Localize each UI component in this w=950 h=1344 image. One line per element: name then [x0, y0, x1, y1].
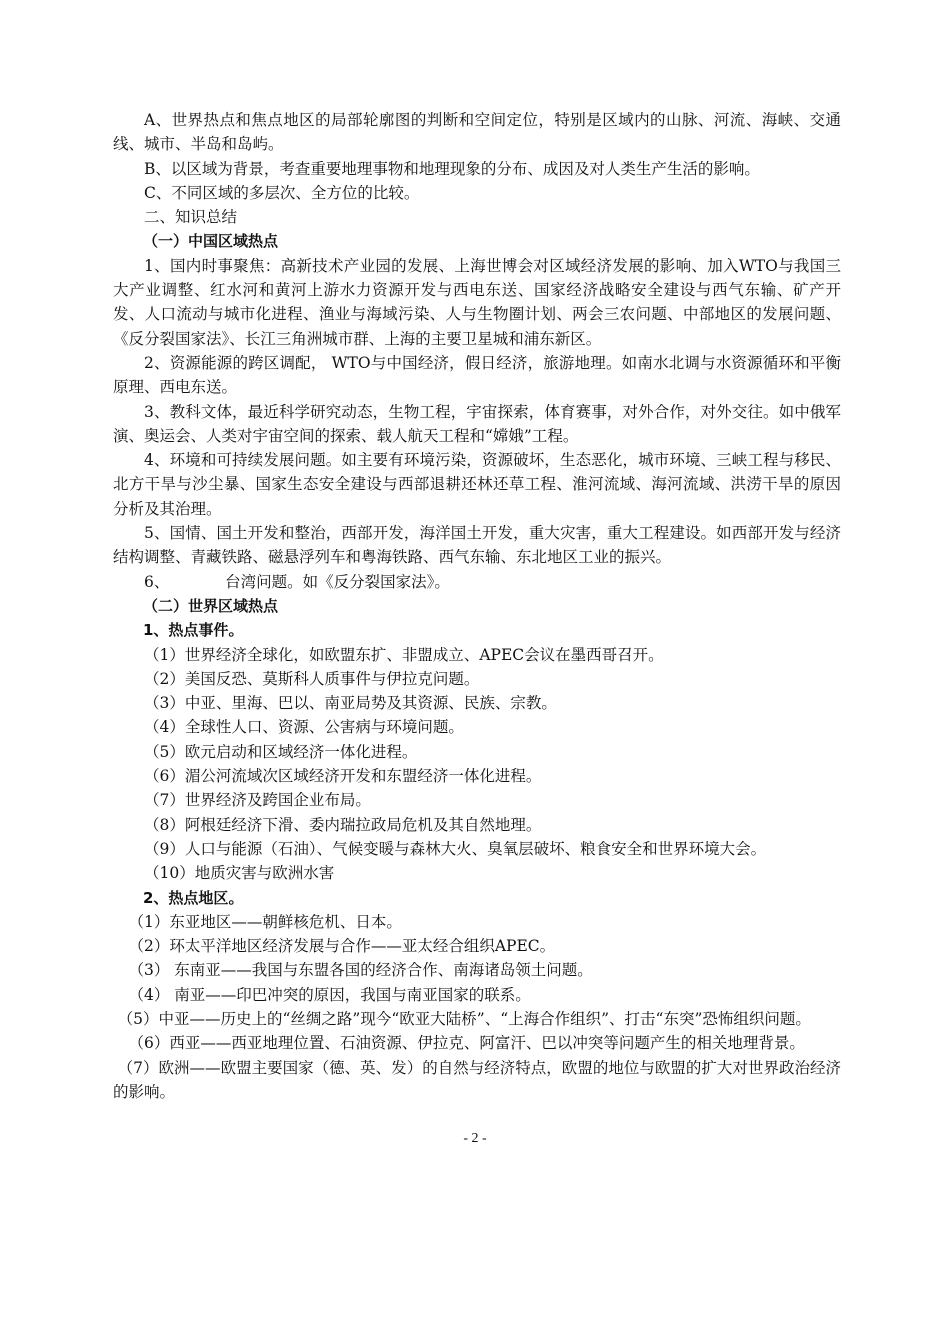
china-item-3: 3、教科文体，最近科学研究动态，生物工程，宇宙探索，体育赛事，对外合作，对外交往。如中俄军演、奥运会、人类对宇宙空间的探索、载人航天工程和“嫦娥”工程。	[113, 402, 841, 445]
subheading-world-hotspots: （二）世界区域热点	[143, 596, 279, 615]
region-item-3: （3） 东南亚——我国与东盟各国的经济合作、南海诸岛领土问题。	[128, 961, 593, 980]
region-item-6: （6）西亚——西亚地理位置、石油资源、伊拉克、阿富汗、巴以冲突等问题产生的相关地理背景。	[128, 1034, 805, 1053]
event-item-5: （5）欧元启动和区域经济一体化进程。	[144, 742, 418, 761]
china-item-5: 5、国情、国土开发和整治，西部开发，海洋国土开发，重大灾害，重大工程建设。如西部开发与经济结构调整、青藏铁路、磁悬浮列车和粤海铁路、西气东输、东北地区工业的振兴。	[113, 524, 841, 567]
china-item-6-number: 6、	[144, 572, 170, 591]
document-page	[113, 108, 841, 1104]
subheading-hot-regions: 2、热点地区。	[143, 888, 244, 907]
event-item-10: （10）地质灾害与欧洲水害	[144, 864, 335, 883]
region-item-4: （4） 南亚——印巴冲突的原因，我国与南亚国家的联系。	[128, 985, 531, 1004]
paragraph-a: A、世界热点和焦点地区的局部轮廓图的判断和空间定位，特别是区域内的山脉、河流、海峡、交通线、城市、半岛和岛屿。	[113, 111, 841, 154]
region-item-2: （2）环太平洋地区经济发展与合作——亚太经合组织APEC。	[128, 937, 556, 956]
event-item-4: （4）全球性人口、资源、公害病与环境问题。	[144, 718, 464, 737]
china-item-6	[113, 570, 841, 594]
china-item-6-text: 台湾问题。如《反分裂国家法》。	[225, 572, 450, 591]
page-number: - 2 -	[463, 1131, 487, 1146]
event-item-3: （3）中亚、里海、巴以、南亚局势及其资源、民族、宗教。	[144, 694, 557, 713]
event-item-7: （7）世界经济及跨国企业布局。	[144, 791, 371, 810]
china-item-1: 1、国内时事聚焦：高新技术产业园的发展、上海世博会对区域经济发展的影响、加入WTO与我国三大产业调整、红水河和黄河上游水力资源开发与西电东送、国家经济战略安全建设与西气东输、矿产开发、人口流动与城市化进程、渔业与海域污染、人与生物圈计划、两会三农问题、中部地区的发展问题、《反分裂国家法》、长江三角洲城市群、上海的主要卫星城和浦东新区。	[113, 256, 841, 348]
region-item-7: （7）欧洲——欧盟主要国家（德、英、发）的自然与经济特点，欧盟的地位与欧盟的扩大对世界政治经济的影响。	[113, 1058, 841, 1101]
event-item-2: （2）美国反恐、莫斯科人质事件与伊拉克问题。	[144, 669, 480, 688]
section-heading-knowledge-summary: 二、知识总结	[144, 208, 238, 227]
china-item-4: 4、环境和可持续发展问题。如主要有环境污染，资源破坏，生态恶化，城市环境、三峡工程与移民、北方干旱与沙尘暴、国家生态安全建设与西部退耕还林还草工程、淮河流域、海河流域、洪涝干旱的原因分析及其治理。	[113, 451, 841, 518]
subheading-hot-events: 1、热点事件。	[143, 621, 244, 640]
region-item-1: （1）东亚地区——朝鲜核危机、日本。	[128, 912, 402, 931]
event-item-8: （8）阿根廷经济下滑、委内瑞拉政局危机及其自然地理。	[144, 815, 542, 834]
paragraph-c: C、不同区域的多层次、全方位的比较。	[144, 183, 420, 202]
paragraph-b: B、以区域为背景，考查重要地理事物和地理现象的分布、成因及对人类生产生活的影响。	[144, 159, 760, 178]
event-item-1: （1）世界经济全球化，如欧盟东扩、非盟成立、APEC会议在墨西哥召开。	[144, 645, 664, 664]
subheading-china-hotspots: （一）中国区域热点	[143, 232, 279, 251]
event-item-9: （9）人口与能源（石油）、气候变暖与森林大火、臭氧层破坏、粮食安全和世界环境大会。	[144, 839, 767, 858]
event-item-6: （6）湄公河流域次区域经济开发和东盟经济一体化进程。	[144, 767, 542, 786]
region-item-5: （5）中亚——历史上的“丝绸之路”现今“欧亚大陆桥”、“上海合作组织”、打击“东突”恐怖组织问题。	[117, 1009, 811, 1028]
china-item-2: 2、资源能源的跨区调配， WTO与中国经济，假日经济，旅游地理。如南水北调与水资源循环和平衡原理、西电东送。	[113, 353, 841, 397]
